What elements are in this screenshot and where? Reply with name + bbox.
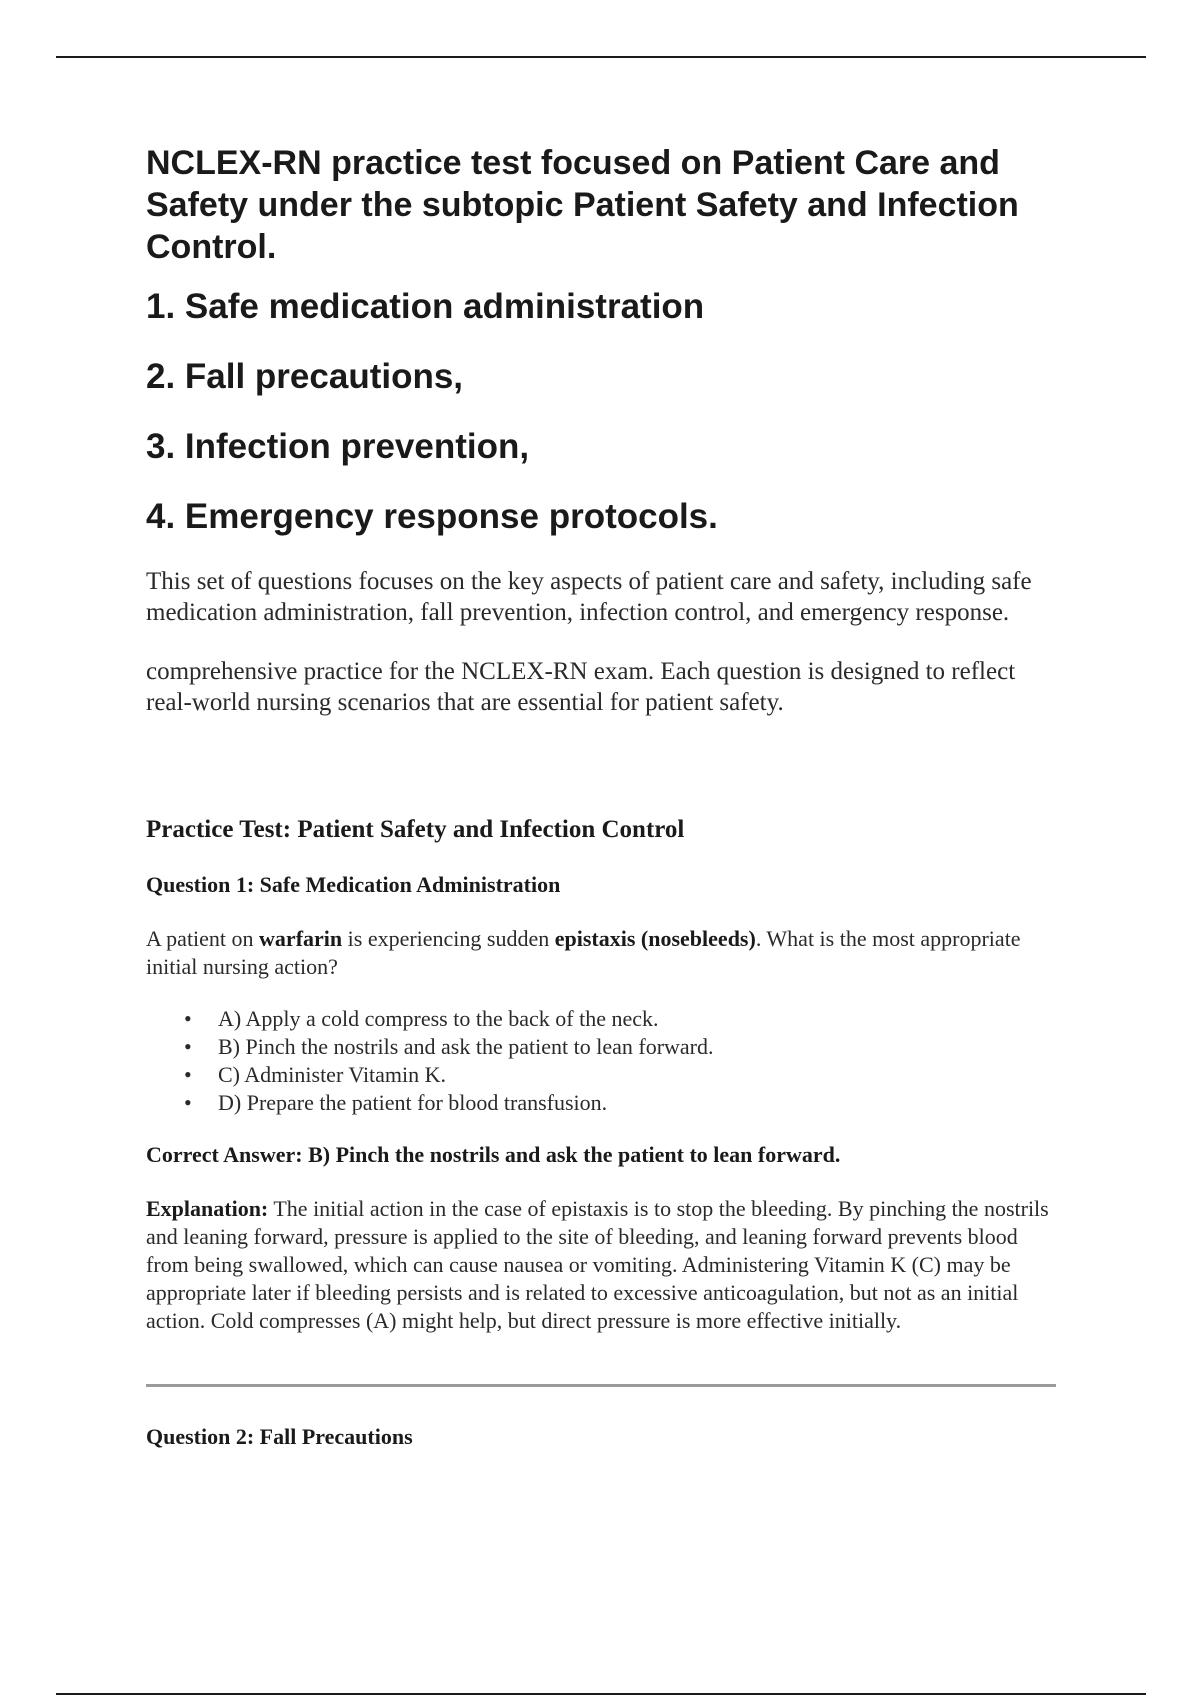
practice-test-title: Practice Test: Patient Safety and Infection Control	[146, 816, 685, 843]
option-c	[146, 1061, 1056, 1089]
question-1-correct-answer: Correct Answer: B) Pinch the nostrils and ask the patient to lean forward.	[146, 1142, 841, 1167]
option-c-label: C) Administer Vitamin K.	[218, 1062, 447, 1087]
topic-2: 2. Fall precautions,	[146, 357, 464, 396]
intro-paragraph-2: comprehensive practice for the NCLEX-RN exam. Each question is designed to reflect real-world nursing scenarios that are essential for patient safety.	[146, 658, 1016, 716]
option-b-label: B) Pinch the nostrils and ask the patient to lean forward.	[218, 1034, 714, 1059]
option-a-label: A) Apply a cold compress to the back of the neck.	[218, 1006, 659, 1031]
bullet-icon: •	[184, 1090, 192, 1115]
question-1-title: Question 1: Safe Medication Administration	[146, 872, 561, 897]
bullet-icon: •	[184, 1006, 192, 1031]
topic-3: 3. Infection prevention,	[146, 427, 530, 466]
question-1-stem-part: . What is the most appropriate initial nursing action?	[146, 926, 1021, 979]
option-d	[146, 1089, 1056, 1117]
question-1-stem-part: is experiencing sudden	[342, 926, 555, 951]
explanation-label: Explanation:	[146, 1196, 269, 1221]
bullet-icon: •	[184, 1062, 192, 1087]
option-d-label: D) Prepare the patient for blood transfusion.	[218, 1090, 608, 1115]
document-body	[146, 142, 1056, 1477]
page-top-rule	[56, 56, 1146, 58]
question-1-options	[146, 1005, 1056, 1117]
explanation-text: The initial action in the case of epistaxis is to stop the bleeding. By pinching the nostrils and leaning forward, pressure is applied to the site of bleeding, and leaning forward prevents blood from being swallowed, which can cause nausea or vomiting. Administering Vitamin K (C) may be appropriate later if bleeding persists and is related to excessive anticoagulation, but not as an initial action. Cold compresses (A) might help, but direct pressure is more effective initially.	[146, 1196, 1049, 1333]
option-a	[146, 1005, 1056, 1033]
intro-paragraph-1: This set of questions focuses on the key aspects of patient care and safety, including safe medication administration, fall prevention, infection control, and emergency response.	[146, 568, 1032, 626]
document-heading: NCLEX-RN practice test focused on Patient Care and Safety under the subtopic Patient Safety and Infection Control.	[146, 144, 1019, 266]
question-1-stem-symptom: epistaxis (nosebleeds)	[554, 926, 756, 951]
topic-4: 4. Emergency response protocols.	[146, 497, 718, 536]
question-1-stem-part: A patient on	[146, 926, 260, 951]
question-1-stem	[146, 925, 1056, 981]
option-b	[146, 1033, 1056, 1061]
topic-1: 1. Safe medication administration	[146, 287, 705, 326]
section-divider	[146, 1384, 1056, 1387]
question-2-title: Question 2: Fall Precautions	[146, 1424, 413, 1449]
bullet-icon: •	[184, 1034, 192, 1059]
page-bottom-rule	[56, 1693, 1146, 1695]
question-1-stem-drug: warfarin	[259, 926, 343, 951]
question-1-explanation	[146, 1195, 1056, 1335]
